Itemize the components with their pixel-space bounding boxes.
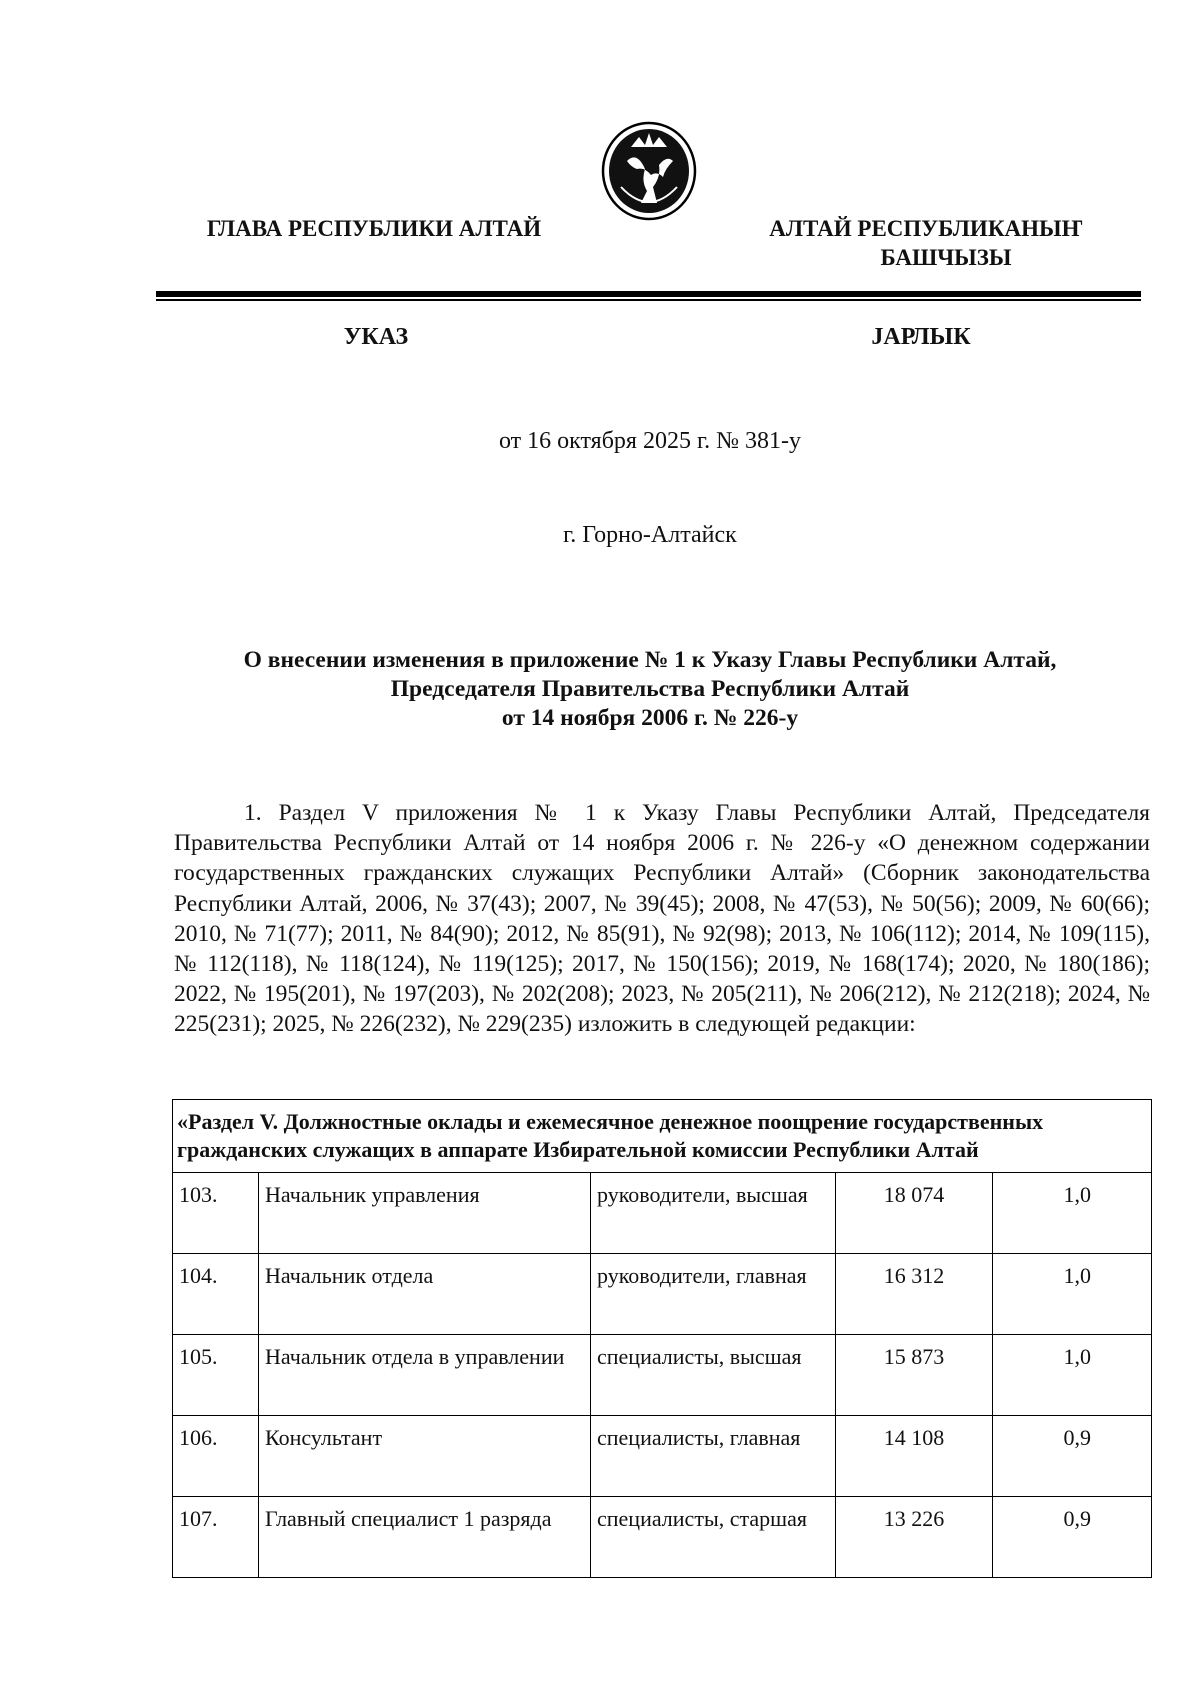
salary: 14 108 [836, 1416, 993, 1497]
table-row [173, 1173, 1152, 1254]
city: г. Горно-Алтайск [563, 522, 737, 548]
position: Главный специалист 1 разряда [259, 1497, 591, 1578]
coefficient: 1,0 [993, 1335, 1152, 1416]
header-divider-thick [156, 291, 1141, 297]
salary-table [172, 1099, 1152, 1578]
position-group: руководители, главная [591, 1254, 836, 1335]
coefficient: 1,0 [993, 1254, 1152, 1335]
title-line: Председателя Правительства Республики Алтай [390, 676, 910, 702]
position: Начальник отдела в управлении [259, 1335, 591, 1416]
date-line: от 16 октября 2025 г. № 381-у [498, 428, 801, 454]
title-line: от 14 ноября 2006 г. № 226-у [501, 705, 799, 731]
salary: 18 074 [836, 1173, 993, 1254]
table-row [173, 1254, 1152, 1335]
table-row [173, 1335, 1152, 1416]
coefficient: 0,9 [993, 1497, 1152, 1578]
position: Начальник отдела [259, 1254, 591, 1335]
issuer-name-alt-line1: АЛТАЙ РЕСПУБЛИКАНЫҤ [769, 216, 1083, 241]
position-group: специалисты, главная [591, 1416, 836, 1497]
document-title [150, 646, 1150, 733]
doc-type-alt: ЈАРЛЫК [871, 324, 971, 350]
body-paragraph: 1. Раздел V приложения № 1 к Указу Главы Республики Алтай, Председателя Правительства Республики Алтай от 14 ноября 2006 г. № 226-у «О денежном содержании государственных гражданских служащих Республики Алтай» (Сборник законодательства Республики Алтай, 2006, № 37(43); 2007, № 39(45); 2008, № 47(53), № 50(56); 2009, № 60(66); 2010, № 71(77); 2011, № 84(90); 2012, № 85(91), № 92(98); 2013, № 106(112); 2014, № 109(115), № 112(118), № 118(124), № 119(125); 2017, № 150(156); 2019, № 168(174); 2020, № 180(186); 2022, № 195(201), № 197(203), № 202(208); 2023, № 205(211), № 206(212), № 212(218); 2024, № 225(231); 2025, № 226(232), № 229(235) изложить в следующей редакции: [174, 800, 1150, 1038]
position: Консультант [259, 1416, 591, 1497]
table-header: «Раздел V. Должностные оклады и ежемесячное денежное поощрение государственных гражданских служащих в аппарате Избирательной комиссии Республики Алтай [173, 1100, 1152, 1173]
salary: 13 226 [836, 1497, 993, 1578]
row-number: 104. [173, 1254, 259, 1335]
coefficient: 0,9 [993, 1416, 1152, 1497]
position-group: специалисты, старшая [591, 1497, 836, 1578]
salary: 15 873 [836, 1335, 993, 1416]
row-number: 106. [173, 1416, 259, 1497]
salary: 16 312 [836, 1254, 993, 1335]
position: Начальник управления [259, 1173, 591, 1254]
row-number: 105. [173, 1335, 259, 1416]
title-line: О внесении изменения в приложение № 1 к Указу Главы Республики Алтай, [243, 647, 1057, 673]
row-number: 107. [173, 1497, 259, 1578]
table-row [173, 1416, 1152, 1497]
coat-of-arms-emblem [601, 121, 697, 221]
header-divider-thin [156, 299, 1141, 301]
table-row [173, 1497, 1152, 1578]
doc-type-ru: УКАЗ [343, 324, 409, 350]
coefficient: 1,0 [993, 1173, 1152, 1254]
row-number: 103. [173, 1173, 259, 1254]
position-group: специалисты, высшая [591, 1335, 836, 1416]
issuer-name-ru: ГЛАВА РЕСПУБЛИКИ АЛТАЙ [206, 216, 542, 241]
issuer-name-alt-line2: БАШЧЫЗЫ [880, 245, 1012, 270]
position-group: руководители, высшая [591, 1173, 836, 1254]
